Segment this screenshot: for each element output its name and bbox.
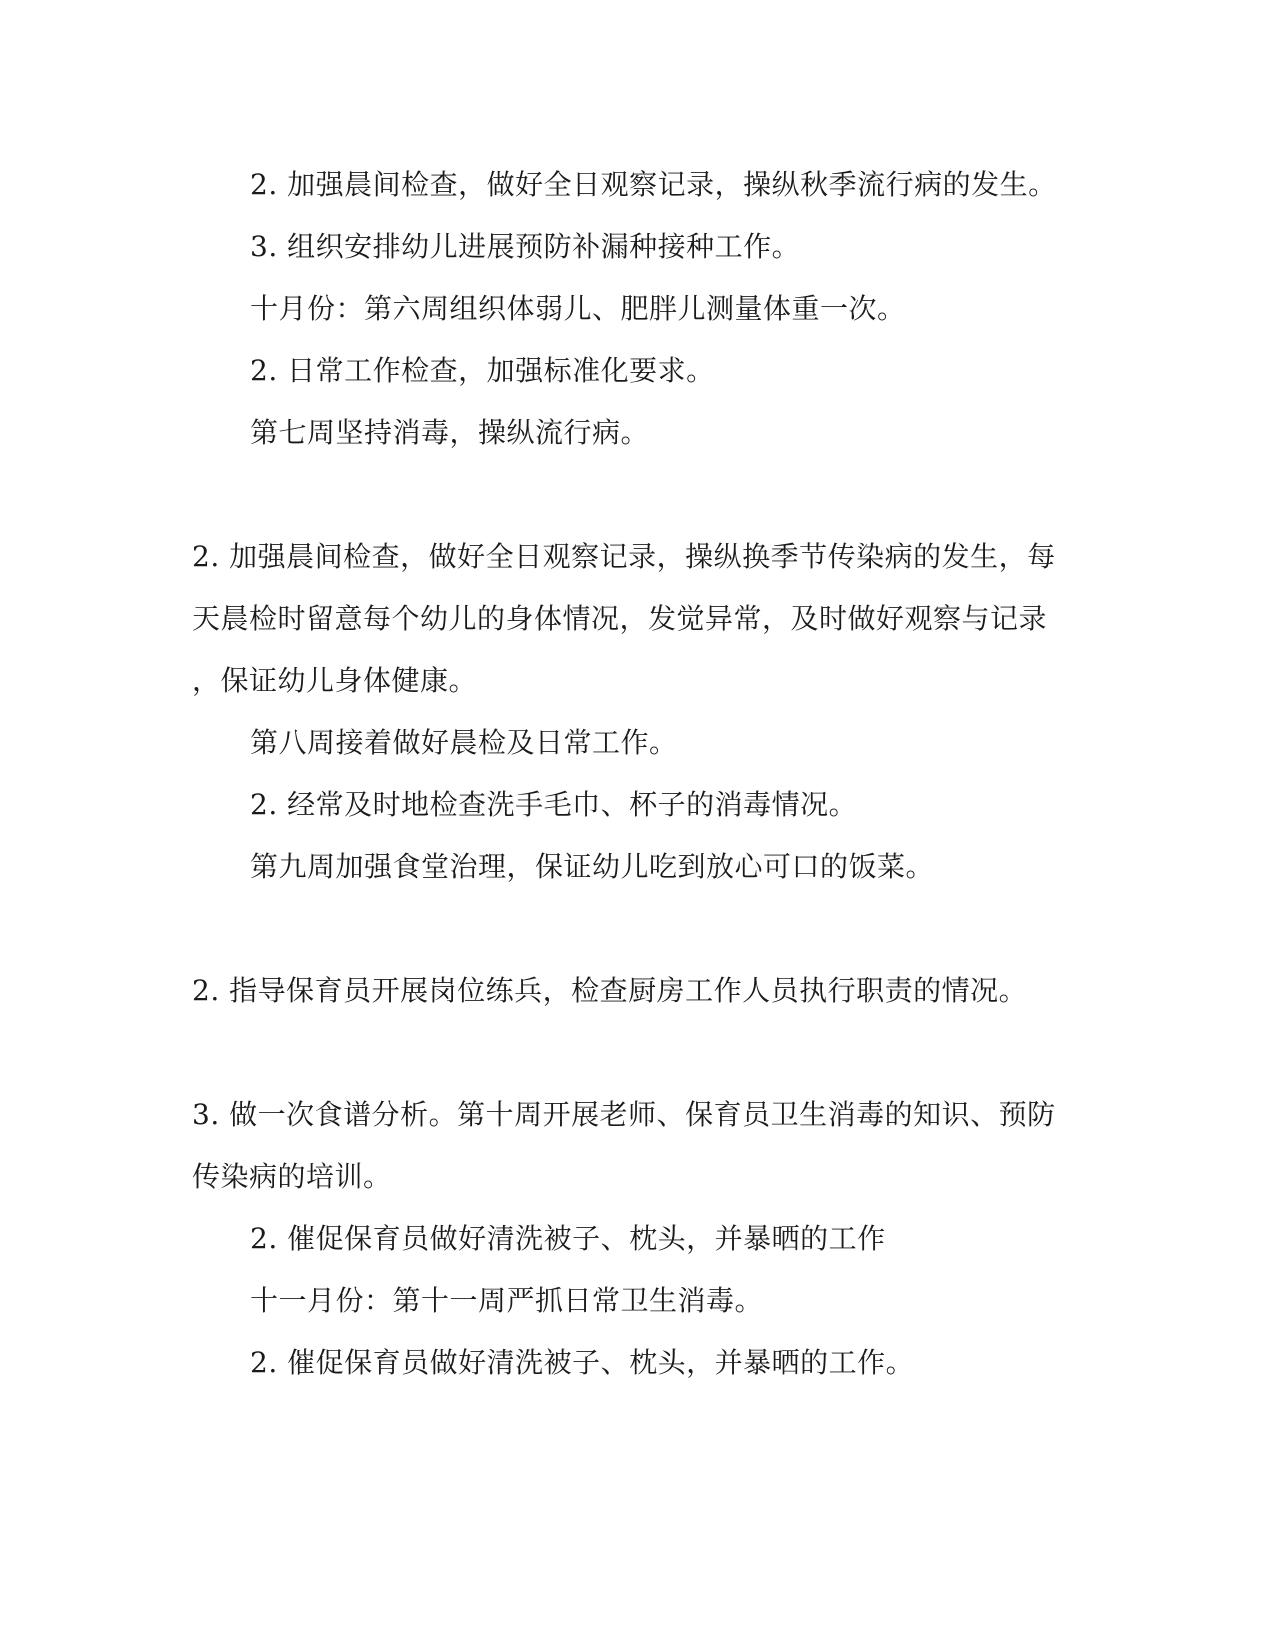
paragraph-line: 2. 加强晨间检查，做好全日观察记录，操纵秋季流行病的发生。 [250, 168, 1057, 201]
paragraph-line: 第七周坚持消毒，操纵流行病。 [250, 416, 650, 449]
paragraph-line: 2. 指导保育员开展岗位练兵，检查厨房工作人员执行职责的情况。 [192, 974, 1028, 1007]
paragraph-line: 传染病的培训。 [192, 1160, 392, 1193]
paragraph-line: 3. 做一次食谱分析。第十周开展老师、保育员卫生消毒的知识、预防 [192, 1098, 1056, 1131]
paragraph-line: 2. 加强晨间检查，做好全日观察记录，操纵换季节传染病的发生，每 [192, 540, 1056, 573]
paragraph-line: 2. 经常及时地检查洗手毛巾、杯子的消毒情况。 [250, 788, 858, 821]
paragraph-line: 第八周接着做好晨检及日常工作。 [250, 726, 678, 759]
paragraph-line: 天晨检时留意每个幼儿的身体情况，发觉异常，及时做好观察与记录 [192, 602, 1048, 635]
paragraph-line: 十月份：第六周组织体弱儿、肥胖儿测量体重一次。 [250, 292, 906, 325]
paragraph-line: 十一月份：第十一周严抓日常卫生消毒。 [250, 1284, 764, 1317]
paragraph-line: 第九周加强食堂治理，保证幼儿吃到放心可口的饭菜。 [250, 850, 935, 883]
paragraph-line: 3. 组织安排幼儿进展预防补漏种接种工作。 [250, 230, 801, 263]
paragraph-line: 2. 催促保育员做好清洗被子、枕头，并暴晒的工作。 [250, 1346, 915, 1379]
paragraph-line: ，保证幼儿身体健康。 [192, 664, 478, 697]
paragraph-line: 2. 催促保育员做好清洗被子、枕头，并暴晒的工作 [250, 1222, 886, 1255]
paragraph-line: 2. 日常工作检查，加强标准化要求。 [250, 354, 715, 387]
